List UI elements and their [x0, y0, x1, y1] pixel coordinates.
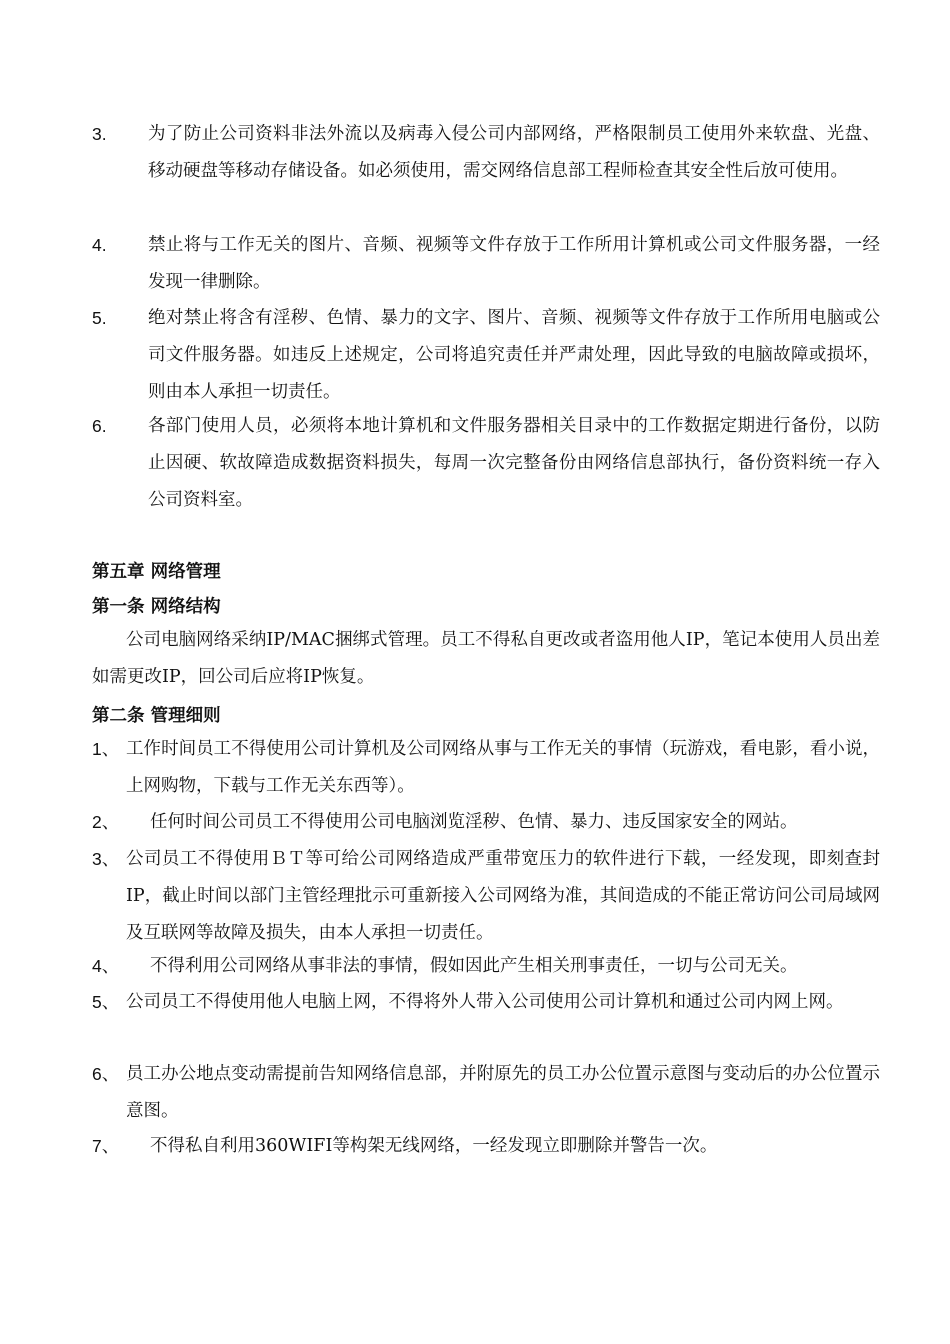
list-item [92, 300, 880, 411]
list-number: 4、 [92, 956, 120, 976]
list-item [92, 948, 880, 985]
list-item [92, 804, 880, 841]
list-number: 1、 [92, 739, 120, 759]
list-text: 禁止将与工作无关的图片、音频、视频等文件存放于工作所用计算机或公司文件服务器，一经发现一律删除。 [148, 235, 880, 292]
list-text: 员工办公地点变动需提前告知网络信息部，并附原先的员工办公位置示意图与变动后的办公位置示意图。 [126, 1064, 880, 1121]
list-item [92, 1056, 880, 1130]
list-text: 各部门使用人员，必须将本地计算机和文件服务器相关目录中的工作数据定期进行备份，以防止因硬、软故障造成数据资料损失，每周一次完整备份由网络信息部执行，备份资料统一存入公司资料室。 [148, 416, 880, 510]
list-number: 2、 [92, 812, 120, 832]
list-item [92, 731, 880, 805]
chapter-title: 第五章 网络管理 [92, 562, 221, 582]
list-text: 绝对禁止将含有淫秽、色情、暴力的文字、图片、音频、视频等文件存放于工作所用电脑或公司文件服务器。如违反上述规定，公司将追究责任并严肃处理，因此导致的电脑故障或损坏，则由本人承担一切责任。 [148, 308, 880, 402]
list-text: 公司员工不得使用ＢＴ等可给公司网络造成严重带宽压力的软件进行下载，一经发现，即刻查封IP，截止时间以部门主管经理批示可重新接入公司网络为准，其间造成的不能正常访问公司局域网及互联网等故障及损失，由本人承担一切责任。 [126, 849, 880, 943]
list-number: 6. [92, 416, 107, 436]
list-text: 任何时间公司员工不得使用公司电脑浏览淫秽、色情、暴力、违反国家安全的网站。 [150, 812, 798, 832]
list-item [92, 984, 880, 1021]
article-title: 第一条 网络结构 [92, 597, 221, 617]
list-item [92, 227, 880, 301]
list-text: 不得私自利用360WIFI等构架无线网络，一经发现立即删除并警告一次。 [150, 1136, 718, 1156]
article-title: 第二条 管理细则 [92, 706, 221, 726]
list-number: 4. [92, 235, 107, 255]
list-item [92, 841, 880, 952]
list-number: 7、 [92, 1136, 120, 1156]
list-text: 为了防止公司资料非法外流以及病毒入侵公司内部网络，严格限制员工使用外来软盘、光盘、移动硬盘等移动存储设备。如必须使用，需交网络信息部工程师检查其安全性后放可使用。 [148, 124, 880, 181]
list-number: 5、 [92, 992, 120, 1012]
list-number: 3. [92, 124, 107, 144]
list-item [92, 1128, 880, 1165]
list-text: 公司员工不得使用他人电脑上网，不得将外人带入公司使用公司计算机和通过公司内网上网。 [126, 992, 844, 1012]
article-paragraph: 公司电脑网络采纳IP/MAC捆绑式管理。员工不得私自更改或者盗用他人IP，笔记本使用人员出差如需更改IP，回公司后应将IP恢复。 [92, 630, 880, 687]
list-item [92, 116, 880, 190]
list-text: 不得利用公司网络从事非法的事情，假如因此产生相关刑事责任，一切与公司无关。 [150, 956, 798, 976]
list-text: 工作时间员工不得使用公司计算机及公司网络从事与工作无关的事情（玩游戏，看电影，看小说，上网购物，下载与工作无关东西等）。 [126, 739, 880, 796]
list-number: 6、 [92, 1064, 120, 1084]
list-number: 3、 [92, 849, 120, 869]
list-number: 5. [92, 308, 107, 328]
list-item [92, 408, 880, 519]
